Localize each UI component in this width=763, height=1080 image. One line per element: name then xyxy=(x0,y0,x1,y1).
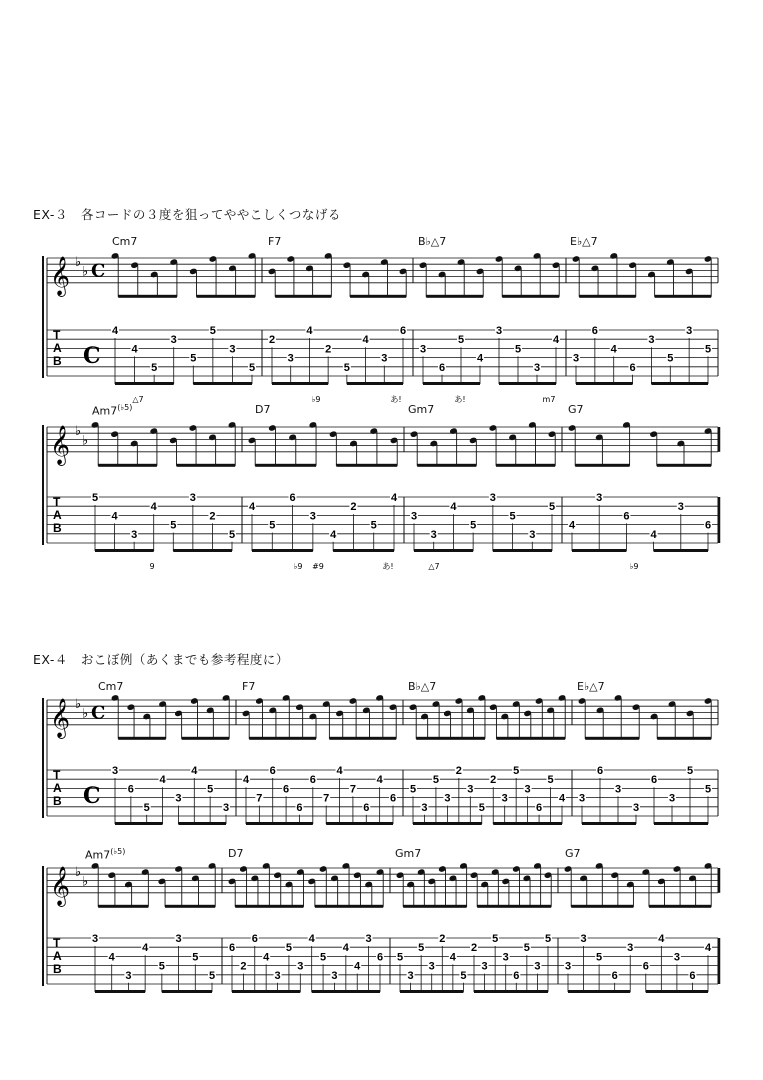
beam xyxy=(496,464,555,467)
interval-annotation: あ! xyxy=(382,562,394,571)
tab-beam xyxy=(493,822,562,825)
tab-fret-number: 3 xyxy=(421,801,428,814)
tab-beam xyxy=(413,822,482,825)
interval-annotation: m7 xyxy=(542,395,556,404)
beam xyxy=(182,737,230,740)
tab-fret-number: 5 xyxy=(457,334,465,347)
tab-beam xyxy=(333,549,394,552)
tab-fret-number: 3 xyxy=(524,783,531,796)
tab-fret-number: 2 xyxy=(325,343,332,356)
beam xyxy=(657,464,711,467)
beam xyxy=(249,737,316,740)
tab-fret-number: 4 xyxy=(704,942,712,955)
tab-beam xyxy=(474,990,548,993)
tab-fret-number: 3 xyxy=(495,325,503,337)
beam xyxy=(477,905,551,908)
chord-symbol: B♭△7 xyxy=(408,680,437,693)
tab-fret-number: 6 xyxy=(513,969,520,982)
beam xyxy=(255,464,316,467)
tab-fret-number: 4 xyxy=(476,352,484,365)
beam xyxy=(649,905,711,908)
tab-fret-number: 4 xyxy=(131,343,138,356)
treble-clef-icon: 𝄞 xyxy=(50,697,71,738)
tab-fret-number: 5 xyxy=(320,951,327,964)
tab-fret-number: 5 xyxy=(207,783,214,796)
tab-fret-number: 4 xyxy=(330,528,337,541)
tab-fret-number: 3 xyxy=(428,960,435,973)
tab-fret-number: 3 xyxy=(564,960,572,973)
beam xyxy=(329,737,396,740)
tab-fret-number: 3 xyxy=(365,933,372,945)
tab-fret-number: 4 xyxy=(150,501,157,514)
tab-clef-letter: T xyxy=(53,768,61,782)
tab-beam xyxy=(115,822,163,825)
tab-beam xyxy=(95,549,154,552)
tab-fret-number: 5 xyxy=(432,774,439,787)
tab-beam xyxy=(654,822,708,825)
tab-fret-number: 4 xyxy=(390,492,398,504)
tab-fret-number: 6 xyxy=(591,325,598,337)
tab-fret-number: 6 xyxy=(536,801,543,814)
tab-fret-number: 6 xyxy=(228,942,236,955)
tab-fret-number: 3 xyxy=(274,969,281,982)
tab-fret-number: 3 xyxy=(444,792,451,805)
tab-fret-number: 3 xyxy=(407,969,414,982)
tab-fret-number: 4 xyxy=(191,765,198,777)
tab-clef-letter: A xyxy=(53,781,62,795)
tab-fret-number: 4 xyxy=(111,510,118,523)
tab-fret-number: 4 xyxy=(111,325,119,337)
tab-fret-number: 5 xyxy=(704,343,712,356)
tab-beam xyxy=(162,990,212,993)
tab-fret-number: 4 xyxy=(552,334,560,347)
chord-symbol: G7 xyxy=(565,847,581,860)
flat-icon: ♭ xyxy=(75,697,82,713)
tab-fret-number: 4 xyxy=(376,774,383,787)
beam xyxy=(118,737,166,740)
tab-fret-number: 6 xyxy=(376,951,384,964)
tab-fret-number: 5 xyxy=(509,510,516,523)
tab-fret-number: 3 xyxy=(91,933,99,945)
beam xyxy=(98,464,157,467)
beam xyxy=(176,464,235,467)
flat-icon: ♭ xyxy=(82,264,89,280)
tab-fret-number: 2 xyxy=(439,933,446,945)
tab-beam xyxy=(252,549,313,552)
flat-icon: ♭ xyxy=(75,865,82,881)
tab-fret-number: 4 xyxy=(248,501,256,514)
beam xyxy=(655,295,712,298)
tab-beam xyxy=(312,990,380,993)
tab-fret-number: 5 xyxy=(170,519,177,532)
tab-fret-number: 4 xyxy=(354,960,361,973)
flat-icon: ♭ xyxy=(75,255,82,271)
chord-symbol: E♭△7 xyxy=(570,235,598,248)
tab-beam xyxy=(272,382,328,385)
tab-fret-number: 6 xyxy=(399,325,407,337)
beam xyxy=(416,737,485,740)
beam xyxy=(196,295,255,298)
beam xyxy=(336,464,397,467)
tab-fret-number: 5 xyxy=(248,361,256,374)
tab-fret-number: 3 xyxy=(529,528,536,541)
treble-clef-icon: 𝄞 xyxy=(50,865,71,906)
tab-fret-number: 2 xyxy=(209,510,216,523)
tab-fret-number: 3 xyxy=(596,492,603,504)
tab-fret-number: 3 xyxy=(430,528,437,541)
tab-fret-number: 3 xyxy=(170,334,177,347)
tab-clef-letter: A xyxy=(53,341,62,355)
tab-clef-letter: T xyxy=(53,328,61,342)
tab-fret-number: 3 xyxy=(481,960,488,973)
tab-fret-number: 3 xyxy=(309,510,316,523)
tab-fret-number: 3 xyxy=(502,951,509,964)
tab-beam xyxy=(347,382,403,385)
tab-fret-number: 5 xyxy=(91,492,99,504)
tab-fret-number: 5 xyxy=(343,361,350,374)
common-time-icon: C xyxy=(83,343,101,370)
beam xyxy=(165,905,215,908)
tab-clef-letter: T xyxy=(53,936,61,950)
beam xyxy=(98,905,148,908)
tab-fret-number: 3 xyxy=(229,343,236,356)
beam xyxy=(496,737,565,740)
common-time-icon: C xyxy=(91,260,106,282)
tab-fret-number: 5 xyxy=(544,933,552,945)
interval-annotation: ♭9 xyxy=(629,562,639,571)
tab-fret-number: 5 xyxy=(151,361,158,374)
tab-fret-number: 3 xyxy=(489,492,496,504)
tab-fret-number: 5 xyxy=(478,801,485,814)
tab-fret-number: 7 xyxy=(323,792,330,805)
tab-fret-number: 6 xyxy=(127,783,134,796)
tab-fret-number: 6 xyxy=(650,774,658,787)
tab-fret-number: 6 xyxy=(389,792,397,805)
tab-fret-number: 5 xyxy=(667,352,674,365)
beam xyxy=(275,295,331,298)
tab-beam xyxy=(414,549,473,552)
tab-fret-number: 2 xyxy=(470,942,478,955)
tab-fret-number: 3 xyxy=(222,801,230,814)
tab-fret-number: 5 xyxy=(596,951,603,964)
tab-fret-number: 4 xyxy=(658,933,665,945)
tab-beam xyxy=(646,990,708,993)
beam xyxy=(585,737,639,740)
tab-clef-letter: A xyxy=(53,949,62,963)
tab-fret-number: 3 xyxy=(580,933,587,945)
beam xyxy=(118,295,177,298)
tab-beam xyxy=(568,990,630,993)
interval-annotation: あ! xyxy=(390,395,402,404)
tab-fret-number: 4 xyxy=(159,774,166,787)
chord-symbol: Cm7 xyxy=(112,235,138,248)
tab-fret-number: 7 xyxy=(349,783,356,796)
tab-fret-number: 3 xyxy=(632,801,640,814)
tab-fret-number: 5 xyxy=(228,528,236,541)
tab-fret-number: 5 xyxy=(686,765,694,777)
tab-fret-number: 6 xyxy=(296,801,303,814)
tab-beam xyxy=(246,822,313,825)
tab-fret-number: 5 xyxy=(209,325,216,337)
tab-fret-number: 3 xyxy=(614,783,622,796)
chord-root: Am7 xyxy=(92,404,118,418)
tab-fret-number: 3 xyxy=(673,951,680,964)
common-time-icon: C xyxy=(91,702,106,724)
interval-annotation: △7 xyxy=(132,395,144,404)
chord-symbol: B♭△7 xyxy=(418,235,447,248)
tab-fret-number: 6 xyxy=(642,960,649,973)
tab-fret-number: 5 xyxy=(418,942,425,955)
chord-alteration: (♭5) xyxy=(117,403,133,412)
common-time-icon: C xyxy=(83,783,101,810)
tab-fret-number: 5 xyxy=(285,942,292,955)
treble-clef-icon: 𝄞 xyxy=(50,255,71,296)
chord-symbol: D7 xyxy=(228,847,244,860)
beam xyxy=(575,464,629,467)
tab-fret-number: 5 xyxy=(208,969,216,982)
tab-fret-number: 4 xyxy=(362,334,369,347)
tab-fret-number: 3 xyxy=(572,352,580,365)
chord-symbol: D7 xyxy=(255,403,271,416)
tab-fret-number: 3 xyxy=(381,352,388,365)
interval-annotation: ♭9 xyxy=(311,395,321,404)
tab-beam xyxy=(173,549,232,552)
beam xyxy=(502,295,559,298)
tab-fret-number: 3 xyxy=(189,492,196,504)
tab-beam xyxy=(178,822,226,825)
tab-fret-number: 5 xyxy=(514,343,522,356)
tab-fret-number: 2 xyxy=(455,765,462,777)
tab-fret-number: 6 xyxy=(309,774,316,787)
tab-fret-number: 4 xyxy=(263,951,270,964)
tab-fret-number: 2 xyxy=(350,501,357,514)
beam xyxy=(426,295,483,298)
tab-fret-number: 5 xyxy=(158,960,165,973)
tab-fret-number: 3 xyxy=(668,792,676,805)
tab-fret-number: 5 xyxy=(143,801,150,814)
tab-fret-number: 5 xyxy=(190,352,197,365)
tab-clef-letter: B xyxy=(53,962,62,976)
tab-fret-number: 5 xyxy=(269,519,276,532)
tab-fret-number: 3 xyxy=(501,792,508,805)
tab-beam xyxy=(493,549,552,552)
tab-beam xyxy=(654,549,708,552)
interval-annotation: ♭9 xyxy=(293,562,303,571)
treble-clef-icon: 𝄞 xyxy=(50,424,71,465)
tab-fret-number: 3 xyxy=(331,969,338,982)
flat-icon: ♭ xyxy=(82,706,89,722)
chord-symbol: Cm7 xyxy=(98,680,124,693)
tab-fret-number: 3 xyxy=(111,765,119,777)
tab-beam xyxy=(572,549,626,552)
tab-beam xyxy=(582,822,636,825)
tab-fret-number: 6 xyxy=(623,510,630,523)
beam xyxy=(235,905,303,908)
tab-beam xyxy=(423,382,480,385)
chord-symbol: F7 xyxy=(268,235,282,248)
tab-fret-number: 6 xyxy=(704,519,712,532)
tab-clef-letter: T xyxy=(53,495,61,509)
tab-fret-number: 3 xyxy=(533,361,541,374)
chord-symbol: F7 xyxy=(242,680,256,693)
chord-root: Am7 xyxy=(85,848,111,862)
chord-symbol: G7 xyxy=(568,403,584,416)
tab-fret-number: 3 xyxy=(175,933,182,945)
interval-annotation: あ! xyxy=(454,395,466,404)
tab-fret-number: 6 xyxy=(611,969,618,982)
tab-fret-number: 4 xyxy=(449,951,456,964)
tab-fret-number: 5 xyxy=(547,774,554,787)
tab-fret-number: 4 xyxy=(336,765,343,777)
tab-fret-number: 2 xyxy=(490,774,497,787)
tab-fret-number: 5 xyxy=(704,783,712,796)
tab-fret-number: 5 xyxy=(192,951,199,964)
chord-symbol: Gm7 xyxy=(408,403,435,416)
tab-fret-number: 5 xyxy=(470,519,477,532)
tab-fret-number: 6 xyxy=(689,969,696,982)
beam xyxy=(403,905,466,908)
tab-fret-number: 6 xyxy=(629,361,636,374)
tab-fret-number: 4 xyxy=(450,501,457,514)
tab-fret-number: 3 xyxy=(131,528,138,541)
tab-beam xyxy=(326,822,393,825)
tab-fret-number: 6 xyxy=(289,492,296,504)
tab-fret-number: 4 xyxy=(568,519,576,532)
tab-clef-letter: B xyxy=(53,521,62,535)
tab-fret-number: 4 xyxy=(650,528,657,541)
tab-fret-number: 3 xyxy=(686,325,693,337)
tab-fret-number: 3 xyxy=(677,501,684,514)
tab-fret-number: 4 xyxy=(558,792,566,805)
tab-fret-number: 5 xyxy=(409,783,417,796)
tab-fret-number: 5 xyxy=(523,942,530,955)
tab-fret-number: 6 xyxy=(363,801,370,814)
tab-fret-number: 3 xyxy=(648,334,655,347)
tab-fret-number: 3 xyxy=(410,510,418,523)
chord-symbol: E♭△7 xyxy=(577,680,605,693)
flat-icon: ♭ xyxy=(82,874,89,890)
beam xyxy=(417,464,476,467)
tab-fret-number: 3 xyxy=(125,969,132,982)
beam xyxy=(350,295,406,298)
tab-fret-number: 5 xyxy=(370,519,377,532)
tab-fret-number: 6 xyxy=(596,765,604,777)
tab-fret-number: 7 xyxy=(256,792,263,805)
beam xyxy=(315,905,383,908)
tab-clef-letter: B xyxy=(53,794,62,808)
tab-fret-number: 5 xyxy=(460,969,467,982)
tab-fret-number: 3 xyxy=(467,783,474,796)
tab-fret-number: 2 xyxy=(240,960,247,973)
tab-fret-number: 5 xyxy=(492,933,499,945)
tab-fret-number: 6 xyxy=(438,361,446,374)
interval-annotation: 9 xyxy=(149,562,155,571)
interval-annotation: △7 xyxy=(428,562,440,571)
tab-clef-letter: B xyxy=(53,354,62,368)
tab-fret-number: 3 xyxy=(534,960,541,973)
interval-annotation: #9 xyxy=(312,562,324,571)
tab-fret-number: 4 xyxy=(342,942,349,955)
tab-fret-number: 4 xyxy=(306,325,313,337)
tab-fret-number: 3 xyxy=(175,792,182,805)
flat-icon: ♭ xyxy=(82,433,89,449)
tab-fret-number: 3 xyxy=(627,942,634,955)
ex3-title: EX-３ 各コードの３度を狙ってややこしくつなげる xyxy=(33,207,341,222)
tab-fret-number: 2 xyxy=(268,334,276,347)
beam xyxy=(657,737,711,740)
tab-fret-number: 3 xyxy=(287,352,294,365)
tab-beam xyxy=(576,382,633,385)
tab-beam xyxy=(232,990,300,993)
tab-beam xyxy=(95,990,145,993)
tab-fret-number: 4 xyxy=(242,774,250,787)
tab-fret-number: 5 xyxy=(548,501,556,514)
tab-fret-number: 6 xyxy=(251,933,258,945)
tab-fret-number: 4 xyxy=(108,951,115,964)
beam xyxy=(579,295,636,298)
tab-fret-number: 6 xyxy=(269,765,276,777)
tab-fret-number: 6 xyxy=(283,783,290,796)
tab-fret-number: 5 xyxy=(396,951,404,964)
beam xyxy=(571,905,633,908)
tab-fret-number: 4 xyxy=(308,933,315,945)
tab-fret-number: 5 xyxy=(513,765,520,777)
ex4-title: EX-４ おこぼ例（あくまでも参考程度に） xyxy=(33,652,289,667)
tab-beam xyxy=(400,990,463,993)
tab-beam xyxy=(651,382,708,385)
tab-fret-number: 3 xyxy=(297,960,304,973)
flat-icon: ♭ xyxy=(75,424,82,440)
tab-beam xyxy=(115,382,174,385)
chord-symbol: Gm7 xyxy=(395,847,422,860)
tab-beam xyxy=(193,382,252,385)
chord-alteration: (♭5) xyxy=(110,847,126,856)
tab-fret-number: 4 xyxy=(610,343,617,356)
tab-fret-number: 4 xyxy=(142,942,149,955)
tab-beam xyxy=(499,382,556,385)
tab-fret-number: 3 xyxy=(419,343,427,356)
tab-fret-number: 3 xyxy=(578,792,586,805)
tab-clef-letter: A xyxy=(53,508,62,522)
